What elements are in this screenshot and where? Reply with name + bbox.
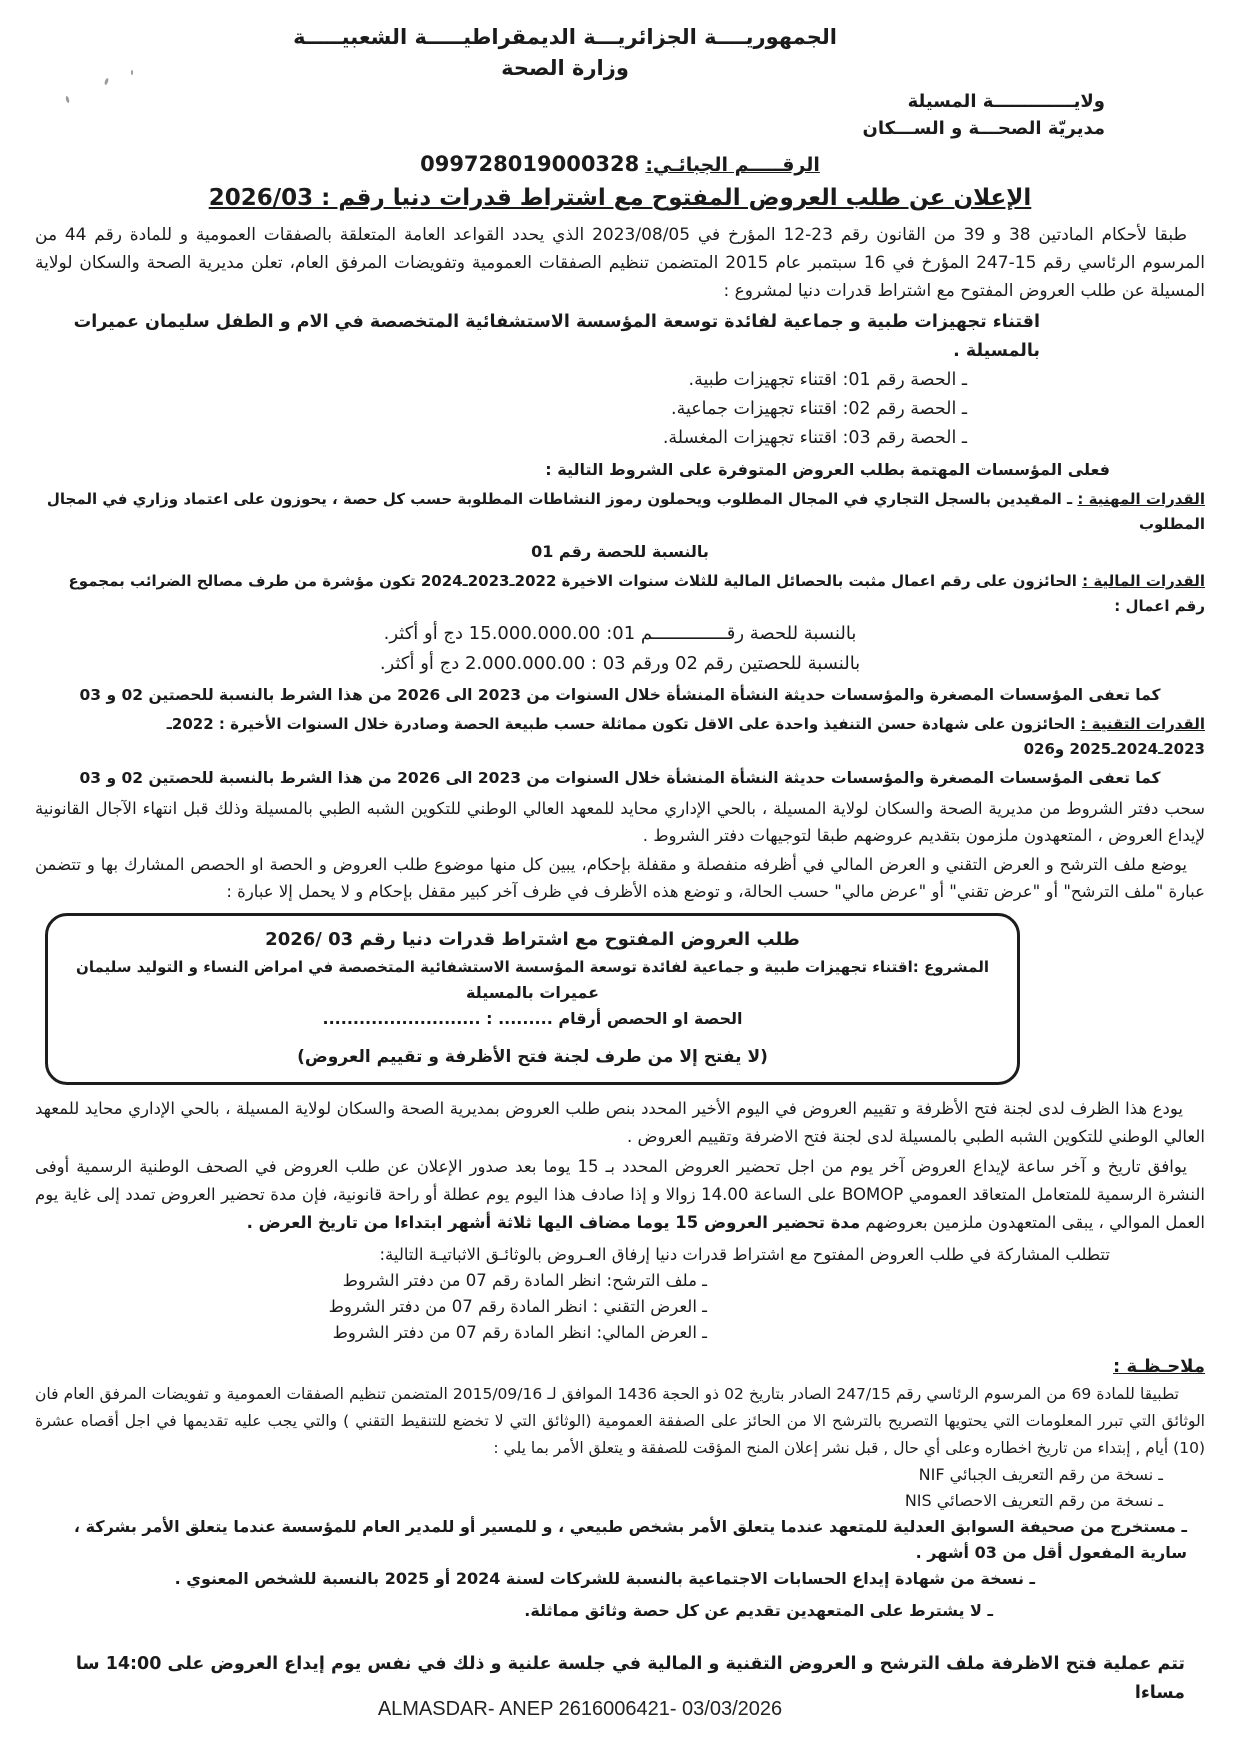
wilaya-line: ولايـــــــــــــة المسيلة bbox=[907, 91, 1105, 112]
deadline-text: يوافق تاريخ و آخر ساعة لإيداع العروض آخر يوم من اجل تحضير العروض المحدد بـ 15 يوما بعد صدور الإعلان عن طلب العروض في الصحف الوطنية الرسمية أوفى النشرة الرسمية للمتعامل المتعاقد العمومي BOMOP على الساعة 14.00 زوالا و إذا صادف هذا اليوم يوم عطلة أو راحة قانونية، فإن مدة تحضير العروض تمدد إلى غاية يوم العمل الموالي ، يبقى المتعهدون ملزمين بعروضهم bbox=[35, 1157, 1205, 1232]
financial-exemption-note: كما تعفى المؤسسات المصغرة والمؤسسات حديثة النشأة المنشأة خلال السنوات من 2023 الى 2026 من هذا الشرط بالنسبة للحصتين 02 و 03 bbox=[79, 686, 1161, 704]
note-paragraph: تطبيقا للمادة 69 من المرسوم الرئاسي رقم 247/15 الصادر بتاريخ 02 ذو الحجة 1436 الموافق لـ 2015/09/16 المتضمن تنظيم الصفقات العمومية و تفويضات المرفق العام فان الوثائق التي تبرر المعلومات التي يحتويها التصريح بالترشح الا من الحائز على الصفقة العمومية (الوثائق التي لا تخضع للتنقيط التقني ) والتي يجب عليه تقديمها في اجل أقصاه عشرة (10) أيام , إبتداء من تاريخ اخطاره وعلى أي حال , قبل نشر إعلان المنح المؤقت للصفقة و يتعلق الأمر بما يلي : bbox=[35, 1385, 1205, 1457]
tax-id-line bbox=[35, 150, 1205, 179]
deadline-bold-text: مدة تحضير العروض 15 يوما مضاف اليها ثلاثة أشهر ابتداءا من تاريخ العرض . bbox=[246, 1213, 861, 1232]
financial-amount-lot1: بالنسبة للحصة رقــــــــــــــم 01: 15.000.000.00 دج أو أكثر. bbox=[383, 623, 857, 644]
box-project-city: عميرات بالمسيلة bbox=[465, 983, 600, 1002]
professional-capabilities-text: ـ المقيدين بالسجل التجاري في المجال المطلوب ويحملون رموز النشاطات المطلوبة حسب كل حصة ، يحوزون على اعتماد وزاري في المجال المطلوب bbox=[46, 490, 1205, 533]
lot-item-1: ـ الحصة رقم 01: اقتناء تجهيزات طبية. bbox=[688, 370, 967, 390]
technical-capabilities-line bbox=[35, 712, 1205, 762]
note-item-criminal-record: ـ مستخرج من صحيفة السوابق العدلية للمتعهد عندما يتعلق الأمر بشخص طبيعي ، و للمسير أو للمدير العام للمؤسسة عندما يتعلق الأمر بشركة ، سارية المفعول أقل من 03 أشهر . bbox=[73, 1517, 1187, 1562]
technical-exemption-note: كما تعفى المؤسسات المصغرة والمؤسسات حديثة النشأة المنشأة خلال السنوات من 2023 الى 2026 من هذا الشرط بالنسبة للحصتين 02 و 03 bbox=[79, 769, 1161, 787]
doc-item-technical: ـ العرض التقني : انظر المادة رقم 07 من دفتر الشروط bbox=[328, 1297, 707, 1316]
republic-title: الجمهوريــــة الجزائريـــة الديمقراطيـــــة الشعبيـــــة bbox=[293, 25, 837, 49]
note-item-no-duplicate-docs: ـ لا يشترط على المتعهدين تقديم عن كل حصة وثائق مماثلة. bbox=[524, 1601, 993, 1620]
professional-lot-note: بالنسبة للحصة رقم 01 bbox=[531, 542, 709, 561]
doc-item-financial: ـ العرض المالي: انظر المادة رقم 07 من دفتر الشروط bbox=[332, 1323, 707, 1342]
envelope-instructions: يوضع ملف الترشح و العرض التقني و العرض المالي في أظرفه منفصلة و مقفلة بإحكام، يبين كل منها موضوع طلب العروض و الحصة او الحصص المشارك بها و تتضمن عبارة "ملف الترشح" أو "عرض تقني" أو "عرض مالي" حسب الحالة، و توضع هذه الأظرف في ظرف آخر كبير مقفل بإحكام و لا يحمل إلا عبارة : bbox=[35, 855, 1205, 901]
envelope-label-box bbox=[45, 913, 1020, 1085]
required-docs-list bbox=[35, 1268, 1205, 1346]
box-do-not-open-notice: (لا يفتح إلا من طرف لجنة فتح الأظرفة و تقييم العروض) bbox=[297, 1047, 768, 1067]
technical-capabilities-label: القدرات التقنية : bbox=[1080, 715, 1205, 733]
financial-capabilities-line bbox=[35, 569, 1205, 619]
note-item-nis: ـ نسخة من رقم التعريف الاحصائي NIS bbox=[904, 1491, 1163, 1510]
professional-capabilities-line bbox=[35, 487, 1205, 537]
lot-item-2: ـ الحصة رقم 02: اقتناء تجهيزات جماعية. bbox=[671, 399, 967, 419]
ministry-title: وزارة الصحة bbox=[501, 56, 629, 80]
note-item-social-accounts: ـ نسخة من شهادة إيداع الحسابات الاجتماعية بالنسبة للشركات لسنة 2024 أو 2025 بالنسبة للشخص المعنوي . bbox=[174, 1569, 1035, 1588]
opening-session-line: تتم عملية فتح الاظرفة ملف الترشح و العروض التقنية و المالية في جلسة علنية و ذلك في نفس يوم إيداع العروض على 14:00 سا مساءا bbox=[75, 1654, 1185, 1703]
intro-paragraph: طبقا لأحكام المادتين 38 و 39 من القانون رقم 23-12 المؤرخ في 2023/08/05 الذي يحدد القواعد العامة المتعلقة بالصفقات العمومية و للمادة رقم 44 من المرسوم الرئاسي رقم 15-247 المؤرخ في 16 سبتمبر عام 2015 المتضمن تنظيم الصفقات العمومية وتفويضات المرفق العام، تعلن مديرية الصحة والسكان لولاية المسيلة عن طلب العروض المفتوح مع اشتراط قدرات دنيا لمشروع : bbox=[35, 225, 1205, 301]
withdrawal-paragraph: سحب دفتر الشروط من مديرية الصحة والسكان لولاية المسيلة ، بالحي الإداري محايد للمعهد العالي الوطني للتكوين الشبه الطبي بالمسيلة وذلك قبل انتهاء الآجال القانونية لإيداع العروض ، المتعهدون ملزمون بتقديم عروضهم طبقا لتوجيهات دفتر الشروط . bbox=[35, 799, 1205, 845]
note-item-nif: ـ نسخة من رقم التعريف الجبائي NIF bbox=[918, 1465, 1163, 1484]
box-project-line: المشروع :اقتناء تجهيزات طبية و جماعية لفائدة توسعة المؤسسة الاستشفائية المتخصصة في امراض النساء و التوليد سليمان bbox=[76, 958, 989, 976]
box-tender-title: طلب العروض المفتوح مع اشتراط قدرات دنيا رقم 03 /2026 bbox=[265, 929, 800, 950]
financial-amount-lots23: بالنسبة للحصتين رقم 02 ورقم 03 : 2.000.000.00 دج أو أكثر. bbox=[379, 653, 861, 674]
directorate-line: مديريّة الصحـــة و الســـكان bbox=[862, 118, 1105, 139]
tax-id-number: 099728019000328 bbox=[420, 152, 640, 176]
financial-capabilities-text: الحائزون على رقم اعمال مثبت بالحصائل المالية للثلاث سنوات الاخيرة 2022ـ2023ـ2024 تكون مؤشرة من طرف مصالح الضرائب بمجموع رقم اعمال : bbox=[68, 572, 1205, 615]
lots-list bbox=[35, 366, 1205, 453]
page-title: الإعلان عن طلب العروض المفتوح مع اشتراط قدرات دنيا رقم : 2026/03 bbox=[208, 185, 1032, 211]
financial-capabilities-label: القدرات المالية : bbox=[1082, 572, 1205, 590]
header-right bbox=[35, 88, 1205, 142]
project-title: اقتناء تجهيزات طبية و جماعية لفائدة توسعة المؤسسة الاستشفائية المتخصصة في الام و الطفل سليمان عميرات بالمسيلة . bbox=[73, 312, 1040, 361]
participation-intro: تتطلب المشاركة في طلب العروض المفتوح مع اشتراط قدرات دنيا إرفاق العـروض بالوثائـق الاثباتيـة التالية: bbox=[379, 1245, 1110, 1264]
deadline-paragraph bbox=[35, 1153, 1205, 1237]
technical-capabilities-text: الحائزون على شهادة حسن التنفيذ واحدة على الاقل تكون مماثلة حسب طبيعة الحصة وصادرة خلال السنوات الأخيرة : 2022ـ 2023ـ2024ـ2025 و026 bbox=[166, 715, 1205, 758]
header-center bbox=[0, 22, 1150, 84]
note-heading: ملاحـظـة : bbox=[1112, 1356, 1205, 1377]
note-items-list bbox=[35, 1462, 1205, 1624]
lot-item-3: ـ الحصة رقم 03: اقتناء تجهيزات المغسلة. bbox=[662, 428, 967, 448]
professional-capabilities-label: القدرات المهنية : bbox=[1077, 490, 1205, 508]
conditions-intro: فعلى المؤسسات المهتمة بطلب العروض المتوفرة على الشروط التالية : bbox=[545, 460, 1110, 479]
deposit-paragraph: يودع هذا الظرف لدى لجنة فتح الأظرفة و تقييم العروض في اليوم الأخير المحدد بنص طلب العروض بمديرية الصحة والسكان لولاية المسيلة ، بالحي الإداري محايد للمعهد العالي الوطني للتكوين الشبه الطبي بالمسيلة لدى لجنة فتح الاضرفة وتقييم العروض . bbox=[35, 1099, 1205, 1146]
tax-id-label: الرقـــــم الجبائـي: bbox=[645, 154, 820, 176]
doc-item-candidacy: ـ ملف الترشح: انظر المادة رقم 07 من دفتر الشروط bbox=[342, 1271, 707, 1290]
box-lot-numbers-line: الحصة او الحصص أرقام ......... : .......................... bbox=[322, 1009, 743, 1028]
footer-anep-reference: ALMASDAR- ANEP 2616006421- 03/03/2026 bbox=[377, 1698, 783, 1720]
